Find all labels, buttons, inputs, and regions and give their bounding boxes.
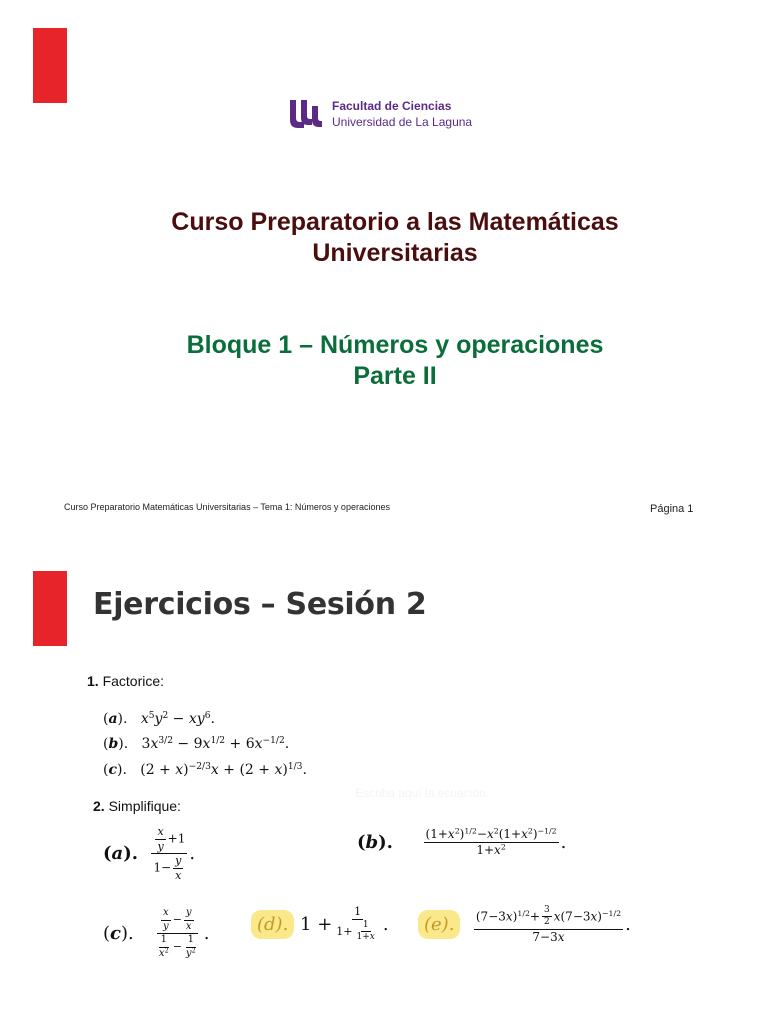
block-subtitle	[0, 330, 768, 392]
block-subtitle-line1: Bloque 1 – Números y operaciones	[186, 331, 604, 359]
accent-bar-slide1	[33, 28, 67, 103]
ull-logo-icon	[288, 98, 324, 130]
exercise-1b: (b). $3x^{3/2} - 9x^{1/2} + 6x^{-1/2}$.	[103, 736, 290, 752]
exercise-1a: (a). $x^5y^2 - xy^6$.	[103, 711, 215, 727]
footer-page-number: Página 1	[650, 503, 694, 515]
footer-course: Curso Preparatorio Matemáticas Universitarias – Tema 1: Números y operaciones	[64, 502, 390, 512]
faculty-logo	[288, 98, 508, 132]
exercise-2c: (c). $\frac{x}{y}$ − $\frac{y}{x}$ $\frac{1}{x^2}$ − $\frac{1}{y^2}$ .	[103, 907, 210, 959]
course-title-line2: Universitarias	[312, 239, 478, 267]
exercise-2b: (b). $\frac{(1+x^2)^{1/2}-x^2(1+x^2)^{-1/2}}{1+x^2}$ .	[357, 826, 567, 857]
exercise-2a: (a). $\frac{x}{y}$ +1 1− $\frac{y}{x}$ .	[103, 825, 196, 882]
exercise-2-prompt	[93, 798, 181, 814]
equation-placeholder: Escriba aquí la ecuación.	[355, 786, 490, 800]
exercise-1-label: Factorice:	[102, 673, 165, 689]
exercise-2d: (d). 1 + 1 1+ $\frac{1}{1+x}$ .	[251, 906, 389, 942]
accent-bar-slide2	[33, 571, 67, 646]
logo-line2: Universidad de La Laguna	[332, 115, 473, 129]
exercise-2-label: Simplifique:	[108, 798, 181, 814]
exercise-1c: (c). $(2 + x)^{-2/3}x + (2 + x)^{1/3}$.	[103, 762, 307, 778]
exercises-heading: Ejercicios – Sesión 2	[93, 587, 427, 622]
exercise-2e: (e). $(7-3x)^{1/2}+$ $\frac{3}{2}$ $x(7-3x)^{-1/2}$ 7−3x .	[418, 906, 631, 943]
exercise-1-number: 1.	[87, 673, 99, 689]
block-subtitle-line2: Parte II	[353, 362, 437, 390]
exercise-1-prompt	[87, 673, 164, 689]
logo-line1: Facultad de Ciencias	[332, 99, 452, 113]
course-title-line1: Curso Preparatorio a las Matemáticas	[171, 208, 619, 236]
course-title	[0, 207, 768, 269]
exercise-2d-label: (d).	[251, 910, 294, 939]
exercise-2-number: 2.	[93, 798, 105, 814]
exercise-2e-label: (e).	[418, 910, 460, 939]
